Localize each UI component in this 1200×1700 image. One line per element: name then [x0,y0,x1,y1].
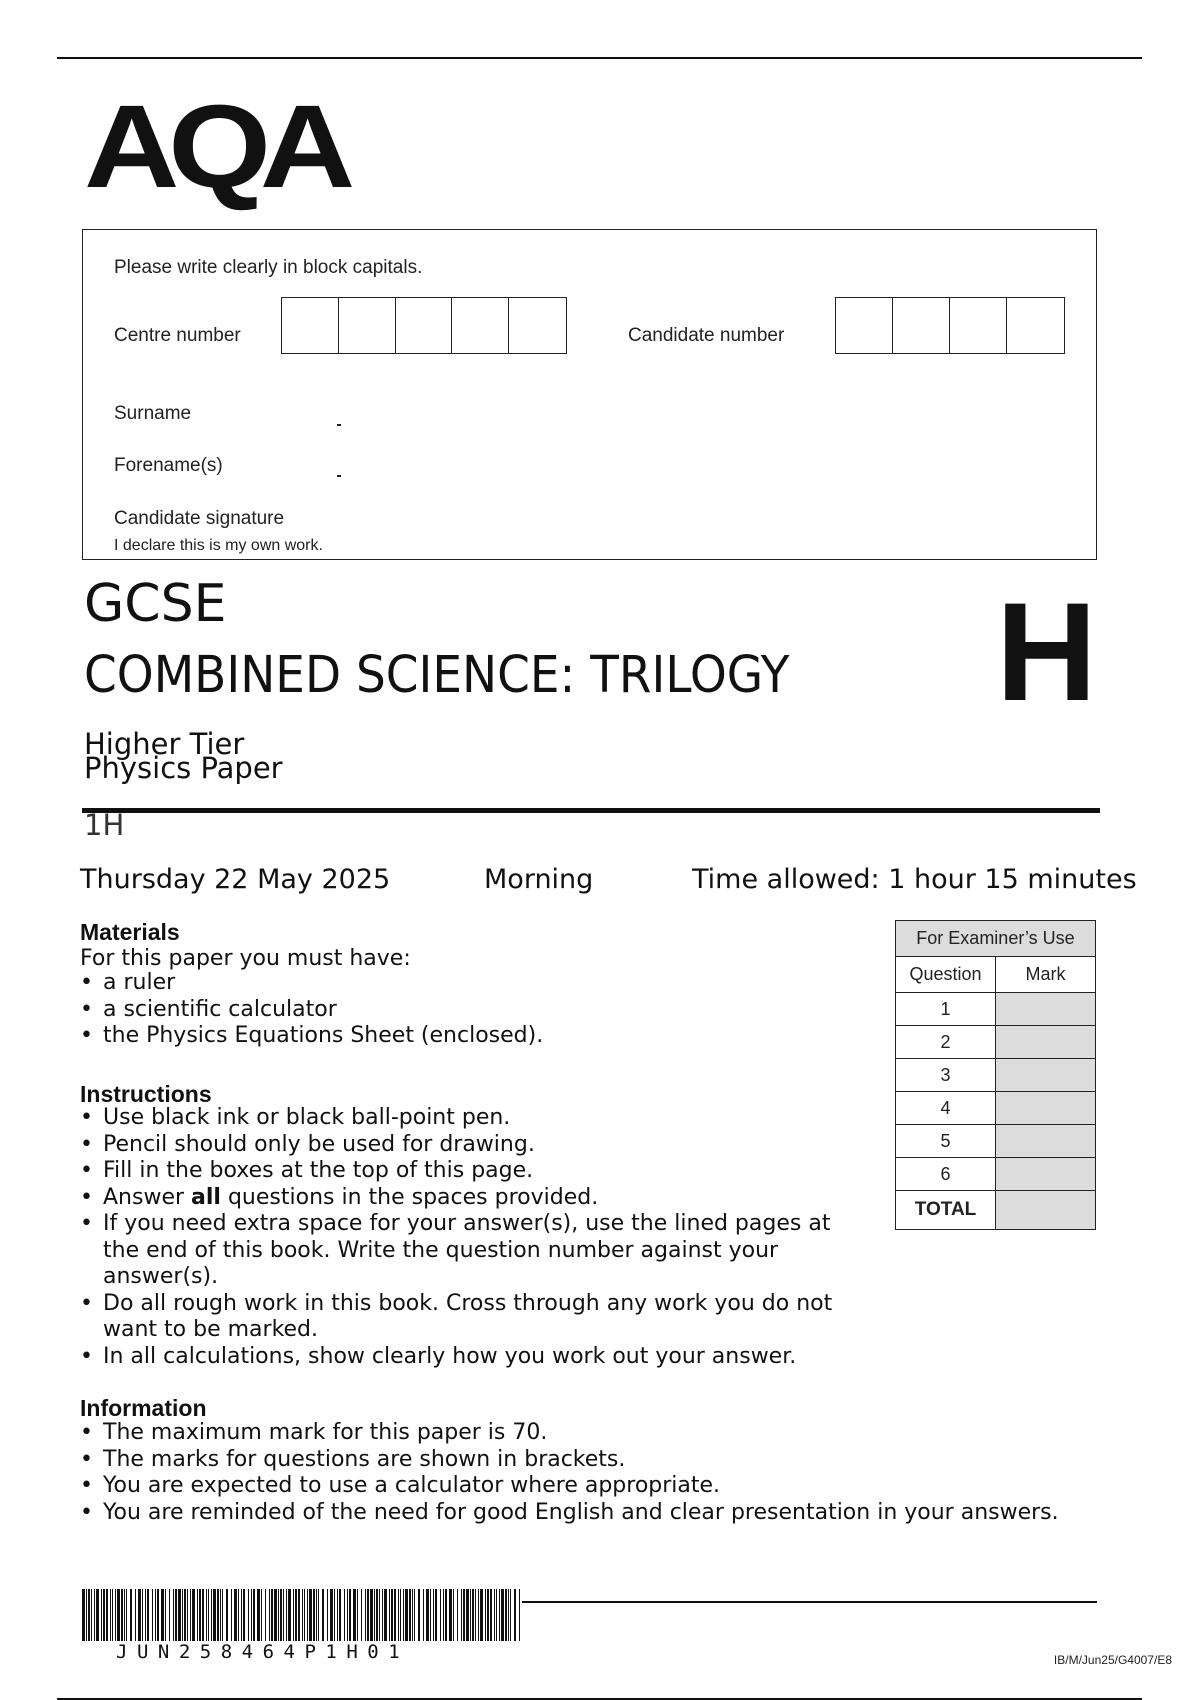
question-number: 2 [896,1026,996,1059]
centre-digit-box[interactable] [452,298,509,353]
exam-date: Thursday 22 May 2025 [80,864,391,895]
candidate-digit-box[interactable] [893,298,950,353]
mark-cell [996,1059,1096,1092]
list-item: • the Physics Equations Sheet (enclosed). [80,1023,543,1050]
centre-digit-box[interactable] [396,298,453,353]
table-row [896,1158,1096,1191]
question-column-header: Question [896,957,996,993]
time-allowed: Time allowed: 1 hour 15 minutes [692,864,1137,895]
instructions-heading: Instructions [80,1081,212,1107]
block-capitals-instruction: Please write clearly in block capitals. [114,257,423,278]
list-item: • Pencil should only be used for drawing. [80,1132,850,1159]
list-item: • a ruler [80,970,543,997]
centre-digit-box[interactable] [282,298,339,353]
mark-column-header: Mark [996,957,1096,993]
total-label: TOTAL [896,1191,996,1230]
forename-field[interactable] [337,475,341,477]
paper-label: Physics Paper [84,751,283,785]
candidate-number-label: Candidate number [628,325,785,346]
centre-digit-box[interactable] [509,298,566,353]
total-mark-cell [996,1191,1096,1230]
materials-heading: Materials [80,919,180,945]
top-rule [57,57,1142,59]
signature-label: Candidate signature [114,508,285,529]
list-item: • You are reminded of the need for good English and clear presentation in your answers. [80,1500,1120,1527]
table-row [896,1026,1096,1059]
table-row [896,993,1096,1026]
candidate-number-boxes[interactable] [835,297,1065,354]
question-number: 4 [896,1092,996,1125]
list-item: • In all calculations, show clearly how you work out your answer. [80,1344,850,1371]
list-item: • Fill in the boxes at the top of this page. [80,1158,850,1185]
question-number: 3 [896,1059,996,1092]
examiner-table-title: For Examiner’s Use [896,921,1096,957]
question-number: 6 [896,1158,996,1191]
instructions-list [80,1105,850,1370]
subject-title: COMBINED SCIENCE: TRILOGY [84,646,790,705]
table-row [896,1092,1096,1125]
forename-label: Forename(s) [114,455,223,476]
candidate-digit-box[interactable] [1007,298,1064,353]
mark-cell [996,1092,1096,1125]
list-item: • Answer all questions in the spaces provided. [80,1185,850,1212]
list-item: • Do all rough work in this book. Cross through any work you do not want to be marked. [80,1291,850,1344]
mark-cell [996,1125,1096,1158]
list-item: • If you need extra space for your answer(s), use the lined pages at the end of this book. Write the question number against your answer(s). [80,1211,850,1291]
surname-label: Surname [114,403,192,424]
tier-label: Higher Tier [84,727,245,761]
mark-cell [996,1158,1096,1191]
materials-intro: For this paper you must have: [80,946,411,971]
centre-number-boxes[interactable] [281,297,567,354]
bottom-rule [57,1698,1142,1700]
table-row [896,1191,1096,1230]
surname-field[interactable] [337,424,341,426]
candidate-digit-box[interactable] [950,298,1007,353]
paper-code: 1H [84,808,125,842]
centre-digit-box[interactable] [339,298,396,353]
footer-rule [522,1601,1097,1603]
list-item: • The maximum mark for this paper is 70. [80,1420,1120,1447]
declaration-text: I declare this is my own work. [114,537,323,554]
title-rule [82,808,1100,813]
list-item: • a scientific calculator [80,997,543,1024]
materials-list [80,970,543,1050]
centre-number-label: Centre number [114,325,241,346]
table-row [896,1125,1096,1158]
question-number: 1 [896,993,996,1026]
question-number: 5 [896,1125,996,1158]
table-row [896,1059,1096,1092]
list-item: • The marks for questions are shown in brackets. [80,1447,1120,1474]
mark-cell [996,1026,1096,1059]
mark-cell [996,993,1096,1026]
barcode-icon [82,1589,522,1641]
information-heading: Information [80,1395,207,1421]
aqa-logo: AQA [84,81,345,213]
candidate-details-box [82,229,1097,560]
qualification-title: GCSE [84,574,227,634]
list-item: • You are expected to use a calculator where appropriate. [80,1473,1120,1500]
exam-session: Morning [484,864,594,895]
list-item: • Use black ink or black ball-point pen. [80,1105,850,1132]
document-reference: IB/M/Jun25/G4007/E8 [1053,1653,1172,1667]
candidate-digit-box[interactable] [836,298,893,353]
tier-letter: H [995,573,1097,730]
barcode-number: JUN258464P1H01 [116,1641,410,1663]
information-list [80,1420,1120,1526]
examiner-use-table [895,920,1096,1230]
